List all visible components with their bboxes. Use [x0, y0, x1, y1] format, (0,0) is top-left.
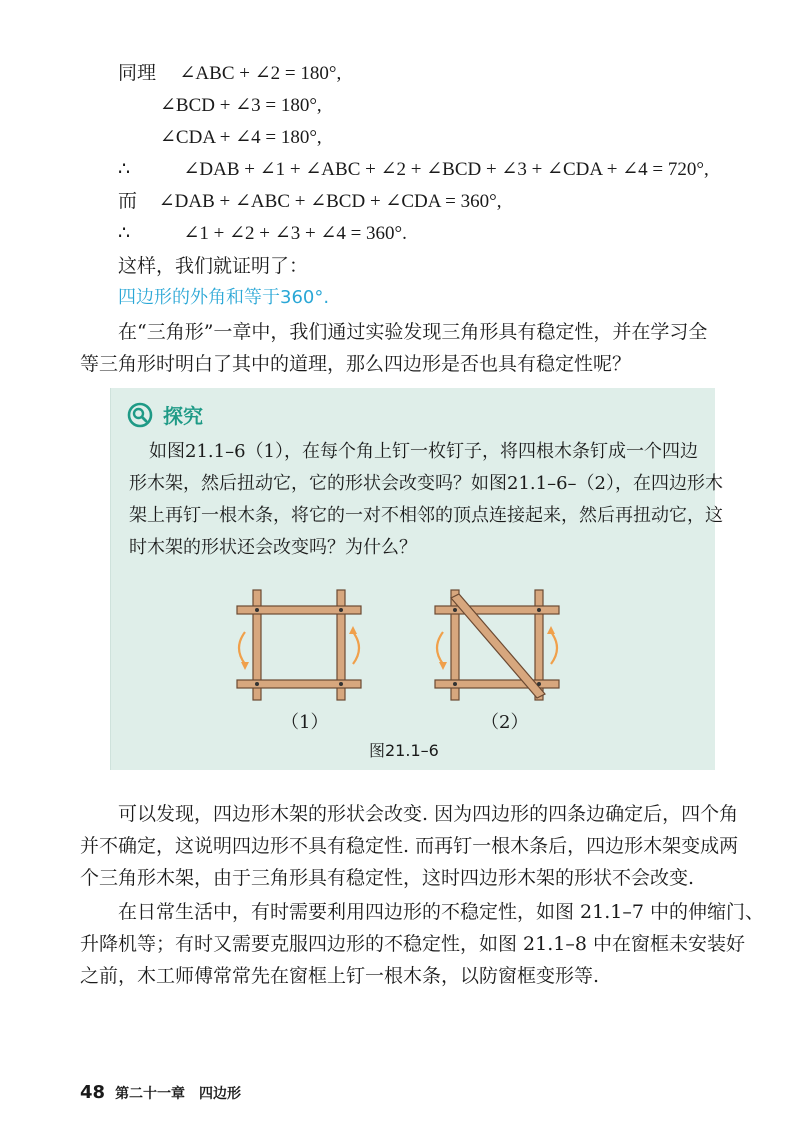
nail: [537, 682, 541, 686]
but-word: 而: [118, 191, 138, 212]
proof-line-5: [118, 188, 501, 216]
figure-label-1: （1）: [281, 712, 329, 733]
figure-square-frame: [231, 584, 381, 704]
figure-label-2: （2）: [481, 712, 529, 733]
body-paragraph-3-line-3: 之前，木工师傅常常先在窗框上钉一根木条，以防窗框变形等.: [80, 965, 600, 987]
explore-title: 探究: [163, 404, 203, 428]
proof-summary: 这样，我们就证明了：: [118, 255, 309, 277]
nail: [255, 682, 259, 686]
nail: [453, 682, 457, 686]
arrowhead-icon: [547, 626, 555, 634]
body-paragraph-2-line-1: 可以发现，四边形木架的形状会改变. 因为四边形的四条边确定后，四个角: [118, 803, 739, 825]
proof-line-6: [118, 220, 407, 248]
chapter-title: 第二十一章 四边形: [115, 1086, 242, 1102]
proof-equation-5: ∠DAB + ∠ABC + ∠BCD + ∠CDA = 360°,: [158, 191, 502, 212]
explore-magnifier-icon: [127, 402, 153, 428]
intro-paragraph-line-1: 在“三角形”一章中，我们通过实验发现三角形具有稳定性，并在学习全: [118, 321, 708, 343]
nail: [537, 608, 541, 612]
arrowhead-icon: [241, 662, 249, 670]
explore-text-line-2: 形木架，然后扭动它，它的形状会改变吗？如图21.1–6–（2），在四边形木: [129, 473, 723, 494]
explore-text-line-1: 如图21.1–6（1），在每个角上钉一枚钉子，将四根木条钉成一个四边: [149, 441, 698, 462]
body-paragraph-2-line-2: 并不确定，这说明四边形不具有稳定性. 而再钉一根木条后，四边形木架变成两: [80, 835, 739, 857]
page-number: 48: [80, 1082, 106, 1103]
proof-equation-6: ∠1 + ∠2 + ∠3 + ∠4 = 360°.: [183, 223, 407, 244]
nail: [339, 682, 343, 686]
body-paragraph-2-line-3: 个三角形木架，由于三角形具有稳定性，这时四边形木架的形状不会改变.: [80, 867, 695, 889]
page-footer: [80, 1082, 241, 1103]
nail: [453, 608, 457, 612]
explore-box: [110, 388, 723, 770]
proof-equation-3: ∠CDA + ∠4 = 180°,: [160, 127, 322, 148]
proof-lead-word: 同理: [118, 63, 157, 84]
proof-equation-4: ∠DAB + ∠1 + ∠ABC + ∠2 + ∠BCD + ∠3 + ∠CDA + ∠4 = 720°,: [183, 159, 709, 180]
explore-text-line-3: 架上再钉一根木条，将它的一对不相邻的顶点连接起来，然后再扭动它，这: [129, 505, 723, 526]
explore-text-line-4: 时木架的形状还会改变吗？为什么？: [129, 537, 417, 558]
nail: [255, 608, 259, 612]
arrowhead-icon: [349, 626, 357, 634]
theorem-statement: 四边形的外角和等于360°.: [118, 287, 330, 308]
explore-header: [127, 400, 203, 429]
proof-line-1: [118, 60, 341, 88]
proof-equation-1: ∠ABC + ∠2 = 180°,: [179, 63, 342, 84]
therefore-symbol: ∴: [118, 223, 131, 244]
proof-equation-2: ∠BCD + ∠3 = 180°,: [160, 95, 322, 116]
body-paragraph-3-line-2: 升降机等；有时又需要克服四边形的不稳定性，如图 21.1–8 中在窗框未安装好: [80, 933, 745, 955]
figure-braced-frame: [429, 584, 579, 704]
nail: [339, 608, 343, 612]
therefore-symbol: ∴: [118, 159, 131, 180]
figure-caption: 图21.1–6: [369, 741, 439, 760]
body-paragraph-3-line-1: 在日常生活中，有时需要利用四边形的不稳定性，如图 21.1–7 中的伸缩门、: [118, 901, 764, 923]
arrowhead-icon: [439, 662, 447, 670]
intro-paragraph-line-2: 等三角形时明白了其中的道理，那么四边形是否也具有稳定性呢？: [80, 353, 632, 375]
proof-line-4: [118, 156, 709, 184]
